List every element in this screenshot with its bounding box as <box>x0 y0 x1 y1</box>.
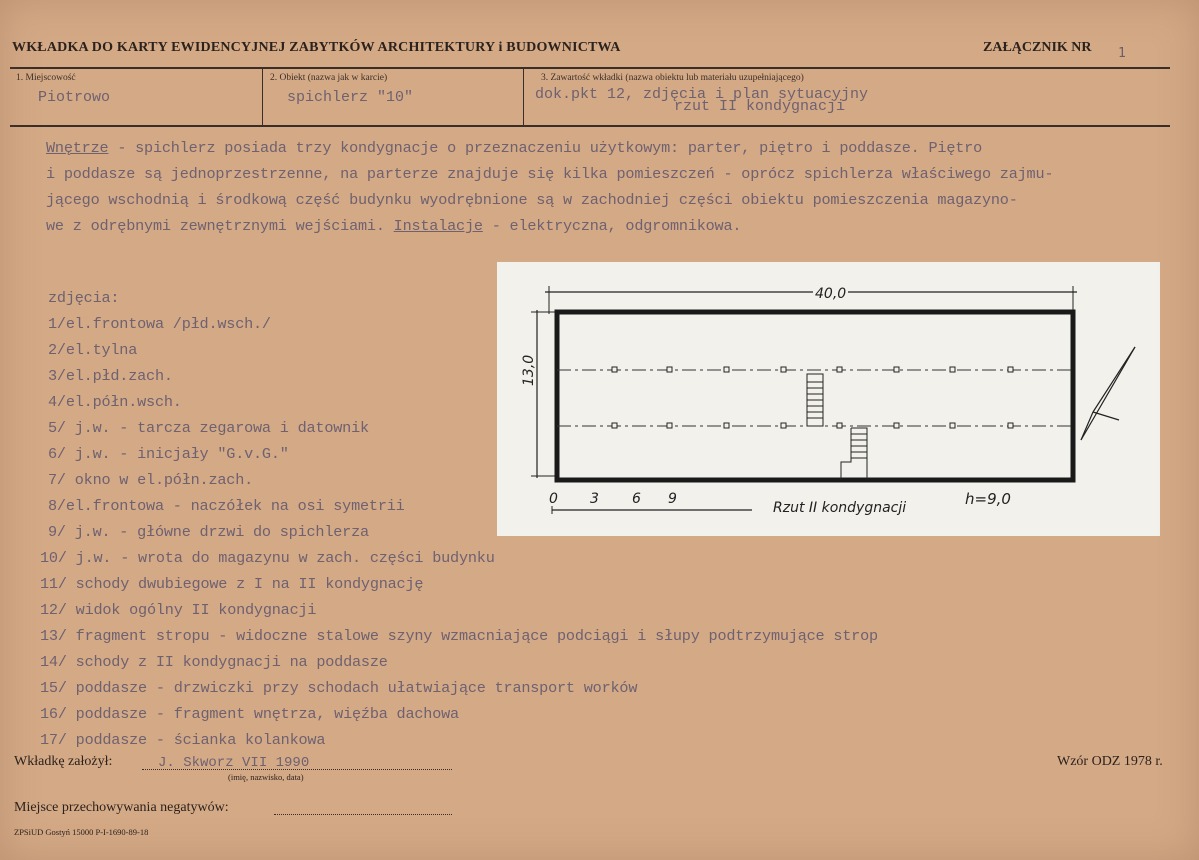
photo-item: 6/ j.w. - inicjały "G.v.G." <box>48 445 289 463</box>
negatives-label: Miejsce przechowywania negatywów: <box>14 800 229 815</box>
field-divider-2 <box>523 69 524 125</box>
scale-label: 6 <box>632 491 641 507</box>
photo-item: 15/ poddasze - drzwiczki przy schodach ułatwiające transport worków <box>40 679 638 697</box>
installations-heading: Instalacje <box>393 217 483 235</box>
body-line-4-text-b: - elektryczna, odgromnikowa. <box>482 217 742 235</box>
north-arrow-icon <box>1081 347 1135 440</box>
document-title: WKŁADKA DO KARTY EWIDENCYJNEJ ZABYTKÓW ARCHITEKTURY i BUDOWNICTWA <box>12 40 621 55</box>
contents-value-2: rzut II kondygnacji <box>674 98 846 115</box>
field-divider-1 <box>262 69 263 125</box>
plan-caption: Rzut II kondygnacji <box>773 500 907 516</box>
photo-item: 7/ okno w el.półn.zach. <box>48 471 254 489</box>
staircase-2 <box>841 428 867 480</box>
scale-label: 9 <box>668 491 677 507</box>
scale-label: 3 <box>590 491 599 507</box>
body-line-1-text: - spichlerz posiada trzy kondygnacje o przeznaczeniu użytkowym: parter, piętro i poddasze. Piętro <box>108 139 982 157</box>
photo-item: 3/el.płd.zach. <box>48 367 173 385</box>
negatives-line <box>274 814 452 815</box>
body-line-1 <box>46 139 982 157</box>
floor-plan <box>497 262 1160 536</box>
body-line-2: i poddasze są jednoprzestrzenne, na parterze znajduje się kilka pomieszczeń - oprócz spichlerza właściwego zajmu- <box>46 165 1054 183</box>
photo-item: 16/ poddasze - fragment wnętrza, więźba dachowa <box>40 705 459 723</box>
photo-item: 13/ fragment stropu - widoczne stalowe szyny wzmacniające podciągi i słupy podtrzymujące strop <box>40 627 878 645</box>
photo-item: 10/ j.w. - wrota do magazynu w zach. części budynku <box>40 549 495 567</box>
author-label: Wkładkę założył: <box>14 754 113 769</box>
photos-heading: zdjęcia: <box>48 289 120 307</box>
contents-label: 3. Zawartość wkładki (nazwa obiektu lub materiału uzupełniającego) <box>541 73 804 83</box>
attachment-number: 1 <box>1118 46 1126 61</box>
photo-item: 12/ widok ogólny II kondygnacji <box>40 601 317 619</box>
building-outline <box>557 312 1073 480</box>
photo-item: 8/el.frontowa - naczółek na osi symetrii <box>48 497 405 515</box>
form-code: Wzór ODZ 1978 r. <box>1057 754 1163 769</box>
photo-item: 17/ poddasze - ścianka kolankowa <box>40 731 326 749</box>
printer-imprint: ZPSiUD Gostyń 15000 P-I-1690-89-18 <box>14 827 149 837</box>
location-value: Piotrowo <box>38 89 111 106</box>
scale-label: 0 <box>549 491 558 507</box>
author-value: J. Skworz VII 1990 <box>158 755 310 771</box>
depth-dimension: 13,0 <box>521 354 537 386</box>
photo-item: 1/el.frontowa /płd.wsch./ <box>48 315 271 333</box>
fields-bottom-rule <box>10 125 1170 127</box>
photo-item: 2/el.tylna <box>48 341 138 359</box>
object-value: spichlerz "10" <box>287 89 414 106</box>
photo-item: 5/ j.w. - tarcza zegarowa i datownik <box>48 419 369 437</box>
staircase-1 <box>807 374 823 426</box>
photo-item: 4/el.półn.wsch. <box>48 393 182 411</box>
body-line-4 <box>46 217 741 235</box>
author-hint: (imię, nazwisko, data) <box>228 772 304 782</box>
attachment-label: ZAŁĄCZNIK NR <box>983 40 1092 55</box>
photo-item: 9/ j.w. - główne drzwi do spichlerza <box>48 523 369 541</box>
header-rule <box>10 67 1170 69</box>
body-line-3: jącego wschodnią i środkową część budynku wyodrębnione są w zachodniej części obiektu pomieszczenia magazyno- <box>46 191 1018 209</box>
interior-heading: Wnętrze <box>46 139 109 157</box>
width-dimension: 40,0 <box>815 286 847 302</box>
location-label: 1. Miejscowość <box>16 73 76 83</box>
contents-value-1: dok.pkt 12, zdjęcia i plan sytuacyjny <box>535 86 869 103</box>
object-label: 2. Obiekt (nazwa jak w karcie) <box>270 73 388 83</box>
columns <box>612 367 1013 428</box>
photo-item: 11/ schody dwubiegowe z I na II kondygnację <box>40 575 424 593</box>
photo-item: 14/ schody z II kondygnacji na poddasze <box>40 653 388 671</box>
body-line-4-text-a: we z odrębnymi zewnętrznymi wejściami. <box>46 217 394 235</box>
plan-height: h=9,0 <box>965 490 1011 508</box>
